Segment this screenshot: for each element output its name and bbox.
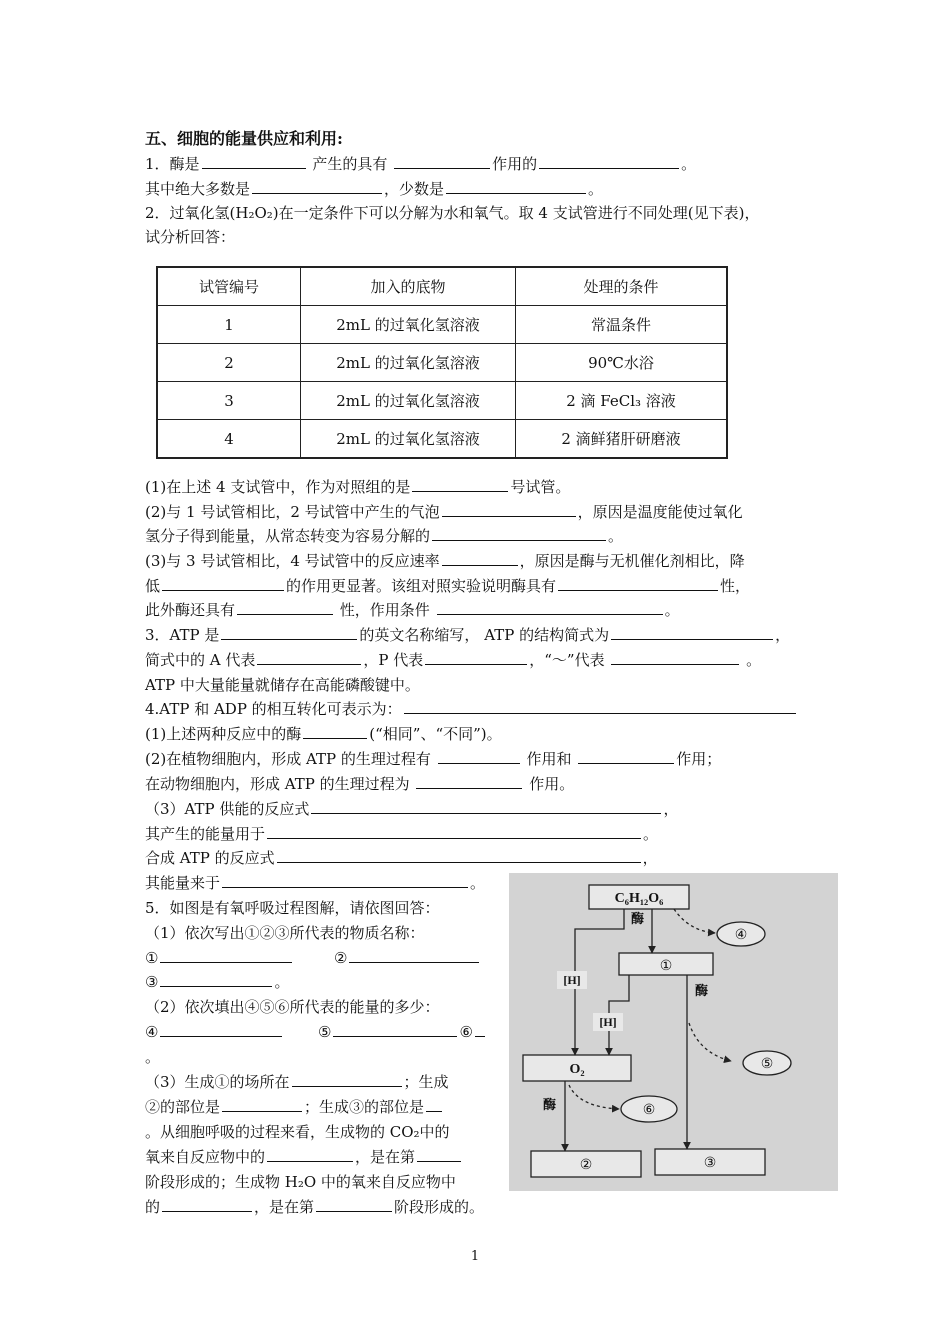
blank[interactable] <box>416 772 522 789</box>
q5-sub2: （2）依次填出④⑤⑥所代表的能量的多少： <box>145 998 440 1016</box>
q4-sub1 <box>145 722 502 746</box>
q5-sub3-line5: 阶段形成的；生成物 H₂O 中的氧来自反应物中 <box>145 1173 456 1191</box>
q2-text: 氢分子得到能量，从常态转变为容易分解的 <box>145 527 431 545</box>
blank[interactable] <box>222 1095 302 1112</box>
q5-text: 氧来自反应物中的 <box>145 1148 266 1166</box>
arrow-to-energy-5 <box>689 1023 731 1061</box>
blank[interactable] <box>611 623 773 640</box>
q2-text: 。 <box>608 527 624 545</box>
table-cell: 2mL 的过氧化氢溶液 <box>301 420 516 459</box>
section-title: 五、细胞的能量供应和利用: <box>145 129 343 148</box>
blank[interactable] <box>277 846 641 863</box>
q1-text: 。 <box>588 180 604 198</box>
blank[interactable] <box>333 1020 457 1037</box>
table-cell: 3 <box>157 382 301 420</box>
blank[interactable] <box>539 152 679 169</box>
q4-text: (“相同”、“不同”)。 <box>369 725 502 743</box>
energy-4-label: ④ <box>734 928 748 943</box>
q2-intro-line2: 试分析回答： <box>145 228 236 246</box>
table-header-row <box>157 267 727 306</box>
q1-line2 <box>145 177 603 201</box>
blank[interactable] <box>222 871 468 888</box>
arrow-to-energy-6 <box>569 1085 619 1109</box>
q5-sub2-answers <box>145 1020 487 1044</box>
blank[interactable] <box>252 177 382 194</box>
q4-text: 4.ATP 和 ADP 的相互转化可表示为： <box>145 700 402 718</box>
q5-sub3-line3: 。从细胞呼吸的过程来看，生成物的 CO₂中的 <box>145 1123 450 1141</box>
blank[interactable] <box>349 946 479 963</box>
q5-text: ，是在第 <box>254 1198 315 1216</box>
blank[interactable] <box>578 747 674 764</box>
blank[interactable] <box>162 574 284 591</box>
table-cell: 90℃水浴 <box>516 344 728 382</box>
table-row <box>157 344 727 382</box>
q5-marker: ⑤ <box>318 1023 332 1041</box>
q4-text: ， <box>642 849 658 867</box>
blank[interactable] <box>237 598 333 615</box>
page-number: 1 <box>470 1249 480 1264</box>
experiment-table <box>156 266 728 459</box>
q4-text: 作用。 <box>529 775 575 793</box>
q3-text: 的英文名称缩写， ATP 的结构简式为 <box>359 626 610 644</box>
blank[interactable] <box>558 574 718 591</box>
q2-text: ，原因是温度能使过氧化 <box>577 503 743 521</box>
q5-sub3-line2 <box>145 1095 444 1119</box>
table-cell: 2 滴 FeCl₃ 溶液 <box>516 382 728 420</box>
q1-text: ，少数是 <box>384 180 445 198</box>
product-1-label: ① <box>659 959 673 974</box>
blank[interactable] <box>437 598 663 615</box>
blank[interactable] <box>412 475 508 492</box>
blank[interactable] <box>267 822 641 839</box>
q5-intro: 5．如图是有氧呼吸过程图解，请依图回答： <box>145 899 440 917</box>
q5-sub1: （1）依次写出①②③所代表的物质名称： <box>145 924 425 942</box>
table-cell: 常温条件 <box>516 306 728 344</box>
blank[interactable] <box>202 152 306 169</box>
q5-text: ；生成③的部位是 <box>304 1098 425 1116</box>
q1-text: 作用的 <box>492 155 538 173</box>
h-label-2: [H] <box>599 1015 617 1029</box>
blank[interactable] <box>160 946 292 963</box>
blank[interactable] <box>162 1195 252 1212</box>
blank[interactable] <box>160 970 272 987</box>
arrow-to-energy-4 <box>674 909 715 933</box>
q3-text: 。 <box>746 651 762 669</box>
q5-sub1-answers-2 <box>145 970 289 994</box>
q5-sub2-end: 。 <box>145 1048 161 1066</box>
blank[interactable] <box>611 648 739 665</box>
q4-text: 作用和 <box>526 750 572 768</box>
q3-text: ，P 代表 <box>363 651 424 669</box>
q2-sub3-line2 <box>145 574 750 598</box>
diagram-svg <box>509 873 838 1191</box>
blank[interactable] <box>446 177 586 194</box>
q4-text: 。 <box>470 874 486 892</box>
q3-text: 简式中的 A 代表 <box>145 651 256 669</box>
enzyme-label-2: 酶 <box>695 983 709 998</box>
aerobic-respiration-diagram <box>509 873 838 1191</box>
q4-line1 <box>145 697 798 721</box>
q4-text: （3）ATP 供能的反应式 <box>145 800 310 818</box>
q4-text: ， <box>663 800 679 818</box>
blank[interactable] <box>404 697 796 714</box>
blank[interactable] <box>442 549 518 566</box>
q2-text: ，原因是酶与无机催化剂相比，降 <box>519 552 745 570</box>
q5-sub3-line6 <box>145 1195 484 1219</box>
q1-text: 。 <box>681 155 697 173</box>
blank[interactable] <box>442 500 576 517</box>
q4-sub3-line4 <box>145 871 485 895</box>
q3-text: ， <box>775 626 791 644</box>
q4-sub3-line2 <box>145 822 658 846</box>
q5-marker: ⑥ <box>459 1023 473 1041</box>
product-3-label: ③ <box>703 1156 717 1171</box>
table-row <box>157 420 727 459</box>
q2-sub2-line1 <box>145 500 743 524</box>
table-cell: 1 <box>157 306 301 344</box>
table-header: 处理的条件 <box>516 267 728 306</box>
q2-text: 号试管。 <box>510 478 571 496</box>
q2-sub3-line3 <box>145 598 680 622</box>
q2-text: (3)与 3 号试管相比，4 号试管中的反应速率 <box>145 552 440 570</box>
q1-text: 其中绝大多数是 <box>145 180 251 198</box>
q5-text: 的 <box>145 1198 161 1216</box>
product-2-label: ② <box>579 1158 593 1173</box>
table-cell: 2 滴鲜猪肝研磨液 <box>516 420 728 459</box>
q5-marker: ② <box>334 949 348 967</box>
blank[interactable] <box>425 648 527 665</box>
q3-line3: ATP 中大量能量就储存在高能磷酸键中。 <box>145 676 420 694</box>
blank[interactable] <box>432 524 606 541</box>
q2-text: (1)在上述 4 支试管中，作为对照组的是 <box>145 478 411 496</box>
oxygen-label: O₂ <box>569 1062 585 1077</box>
q5-text: ，是在第 <box>355 1148 416 1166</box>
q3-line1 <box>145 623 790 647</box>
blank[interactable] <box>394 152 490 169</box>
q2-text: 性， <box>720 577 751 595</box>
q4-text: 其产生的能量用于 <box>145 825 266 843</box>
q4-sub3-line1 <box>145 797 678 821</box>
blank[interactable] <box>160 1020 282 1037</box>
q5-text: 阶段形成的。 <box>394 1198 485 1216</box>
q5-sub1-answers <box>145 946 481 970</box>
table-cell: 2mL 的过氧化氢溶液 <box>301 306 516 344</box>
blank[interactable] <box>267 1145 353 1162</box>
table-cell: 2mL 的过氧化氢溶液 <box>301 382 516 420</box>
table-row <box>157 306 727 344</box>
q5-sub3-line4 <box>145 1145 463 1169</box>
q1-text: 产生的具有 <box>312 155 388 173</box>
q4-text: 作用； <box>676 750 722 768</box>
table-header: 加入的底物 <box>301 267 516 306</box>
blank[interactable] <box>426 1095 442 1112</box>
q5-marker: ④ <box>145 1023 159 1041</box>
q4-text: (2)在植物细胞内，形成 ATP 的生理过程有 <box>145 750 431 768</box>
blank[interactable] <box>475 1020 485 1037</box>
energy-6-label: ⑥ <box>642 1103 656 1118</box>
table-cell: 2 <box>157 344 301 382</box>
q3-line2 <box>145 648 761 672</box>
q5-marker: ① <box>145 949 159 967</box>
q2-text: 。 <box>664 601 680 619</box>
enzyme-label-1: 酶 <box>631 911 645 926</box>
q5-text: 。 <box>274 973 290 991</box>
q4-sub2-line1 <box>145 747 721 771</box>
q3-text: 3．ATP 是 <box>145 626 220 644</box>
table-cell: 2mL 的过氧化氢溶液 <box>301 344 516 382</box>
blank[interactable] <box>417 1145 461 1162</box>
q2-text: 此外酶还具有 <box>145 601 236 619</box>
enzyme-label-3: 酶 <box>543 1097 557 1112</box>
q1-text: 1．酶是 <box>145 155 200 173</box>
q2-sub2-line2 <box>145 524 623 548</box>
h-label-1: [H] <box>563 973 581 987</box>
q2-text: (2)与 1 号试管相比，2 号试管中产生的气泡 <box>145 503 440 521</box>
blank[interactable] <box>303 722 367 739</box>
blank[interactable] <box>311 797 661 814</box>
q4-text: 。 <box>643 825 659 843</box>
q4-sub3-line3 <box>145 846 658 870</box>
energy-5-label: ⑤ <box>760 1057 774 1072</box>
q3-text: ，“～”代表 <box>529 651 605 669</box>
q5-marker: ③ <box>145 973 159 991</box>
q5-text: （3）生成①的场所在 <box>145 1073 290 1091</box>
q2-sub3-line1 <box>145 549 745 573</box>
q2-text: 的作用更显著。该组对照实验说明酶具有 <box>286 577 557 595</box>
q4-text: 合成 ATP 的反应式 <box>145 849 275 867</box>
table-cell: 4 <box>157 420 301 459</box>
q2-intro-line1: 2．过氧化氢(H₂O₂)在一定条件下可以分解为水和氧气。取 4 支试管进行不同处理(见下表)， <box>145 204 760 222</box>
q5-sub3-line1 <box>145 1070 449 1094</box>
table-header: 试管编号 <box>157 267 301 306</box>
table-row <box>157 382 727 420</box>
blank[interactable] <box>292 1070 402 1087</box>
q4-text: 在动物细胞内，形成 ATP 的生理过程为 <box>145 775 410 793</box>
q5-text: ；生成 <box>403 1073 449 1091</box>
q2-sub1 <box>145 475 570 499</box>
q1-line1 <box>145 152 696 176</box>
blank[interactable] <box>257 648 361 665</box>
blank[interactable] <box>438 747 520 764</box>
glucose-label: C₆H₁₂O₆ <box>614 891 664 906</box>
q4-text: 其能量来于 <box>145 874 221 892</box>
q2-text: 低 <box>145 577 161 595</box>
blank[interactable] <box>221 623 357 640</box>
q4-sub2-line2 <box>145 772 574 796</box>
q4-text: (1)上述两种反应中的酶 <box>145 725 302 743</box>
q2-text: 性，作用条件 <box>339 601 430 619</box>
blank[interactable] <box>316 1195 392 1212</box>
q5-text: ②的部位是 <box>145 1098 221 1116</box>
